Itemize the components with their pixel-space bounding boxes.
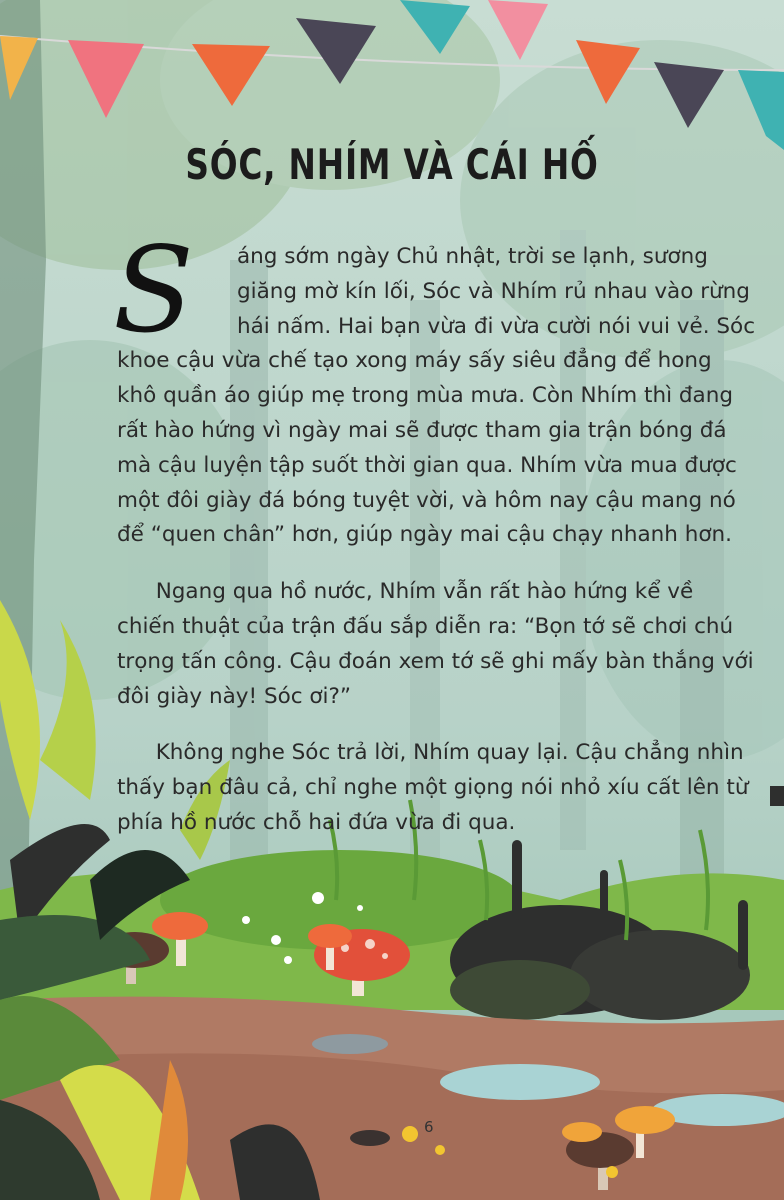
story-text (113, 221, 757, 863)
paragraph-1 (113, 221, 757, 553)
puddle (312, 1034, 388, 1054)
stone (350, 1130, 390, 1146)
drop-cap: S (113, 221, 194, 359)
chapter-title: SÓC, NHÍM VÀ CÁI HỐ (185, 140, 599, 189)
puddle (440, 1064, 600, 1100)
paragraph-1-text: áng sớm ngày Chủ nhật, trời se lạnh, sương giăng mờ kín lối, Sóc và Nhím rủ nhau vào rừng hái nấm. Hai bạn vừa đi vừa cười nói vui vẻ. Sóc khoe cậu vừa chế tạo xong máy sấy siêu đẳng để hong khô quần áo giúp mẹ trong mùa mưa. Còn Nhím thì đang rất hào hứng vì ngày mai sẽ được tham gia trận bóng đá mà cậu luyện tập suốt thời gian qua. Nhím vừa mua được một đôi giày đá bóng tuyệt vời, và hôm nay cậu mang nó để “quen chân” hơn, giúp ngày mai cậu chạy nhanh hơn. (117, 244, 756, 548)
paragraph-3: Không nghe Sóc trả lời, Nhím quay lại. Cậu chẳng nhìn thấy bạn đâu cả, chỉ nghe một giọng nói nhỏ xíu cất lên từ phía hồ nước chỗ hai đứa vừa đi qua. (117, 740, 749, 835)
paragraph-2: Ngang qua hồ nước, Nhím vẫn rất hào hứng kể về chiến thuật của trận đấu sắp diễn ra: “Bọn tớ sẽ chơi chú trọng tấn công. Cậu đoán xem tớ sẽ ghi mấy bàn thắng với đôi giày này! Sóc ơi?” (117, 579, 754, 709)
page-number: 6 (424, 1118, 434, 1136)
